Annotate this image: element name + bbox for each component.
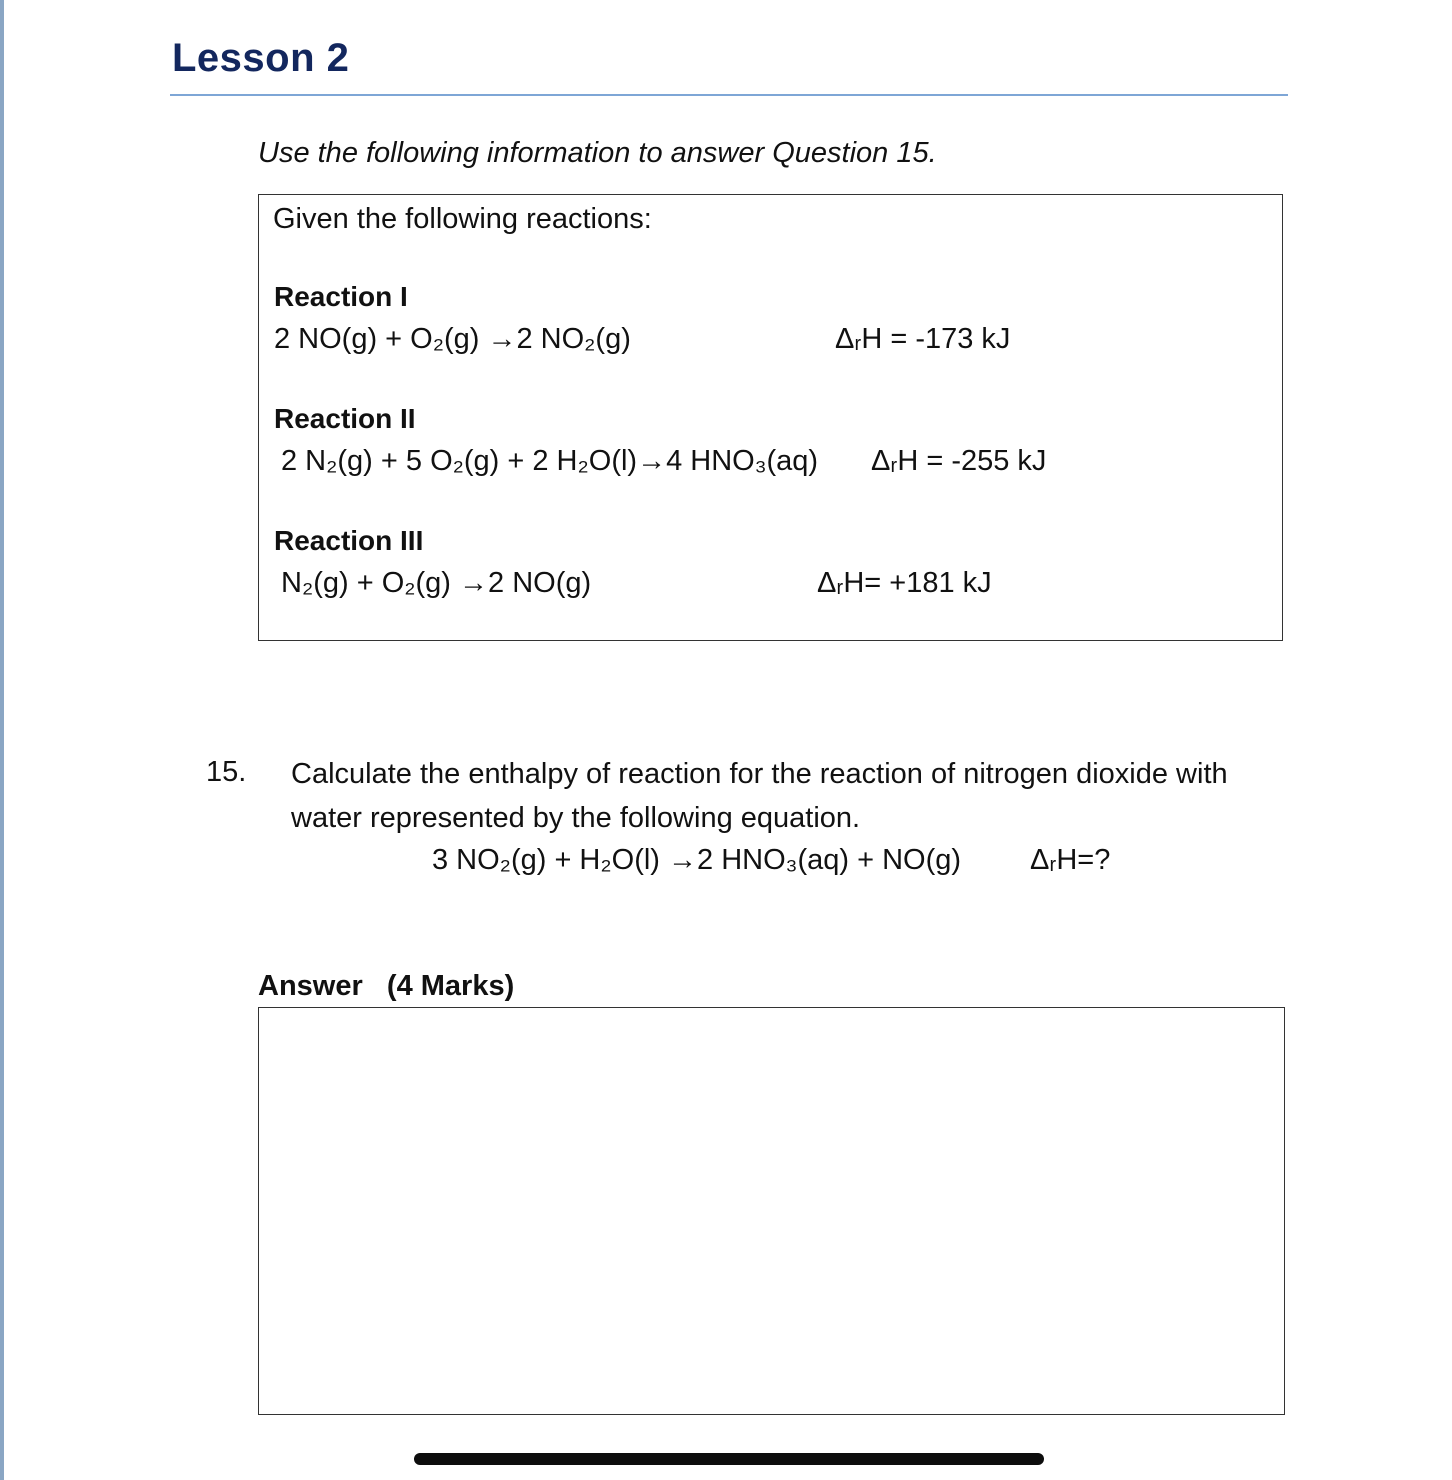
reaction-1-label: Reaction I [274, 281, 408, 312]
reactions-info-box [258, 194, 1283, 641]
intro-instruction: Use the following information to answer Question 15. [258, 137, 937, 169]
reactions-heading: Given the following reactions: [273, 203, 652, 235]
question-number: 15. [206, 756, 247, 788]
home-indicator-bar[interactable] [414, 1453, 1044, 1465]
reaction-2-label: Reaction II [274, 403, 416, 434]
question-text: Calculate the enthalpy of reaction for the reaction of nitrogen dioxide with water represented by the following equation. [291, 758, 1228, 834]
page-left-edge [0, 0, 4, 1480]
reaction-1-enthalpy: ΔᵣH = -173 kJ [835, 323, 1011, 355]
target-equation: 3 NO₂(g) + H₂O(l) →2 HNO₃(aq) + NO(g) [432, 844, 962, 876]
reaction-3-enthalpy: ΔᵣH= +181 kJ [817, 567, 992, 599]
answer-label: Answer (4 Marks) [258, 970, 515, 1002]
reaction-2-enthalpy: ΔᵣH = -255 kJ [871, 445, 1047, 477]
lesson-title: Lesson 2 [172, 36, 350, 80]
reaction-3-label: Reaction III [274, 525, 424, 556]
reaction-1-equation: 2 NO(g) + O₂(g) →2 NO₂(g) [274, 323, 631, 355]
target-enthalpy: ΔᵣH=? [1030, 844, 1111, 876]
answer-box[interactable] [258, 1007, 1285, 1415]
reaction-2-equation: 2 N₂(g) + 5 O₂(g) + 2 H₂O(l)→4 HNO₃(aq) [281, 445, 819, 477]
reaction-3-equation: N₂(g) + O₂(g) →2 NO(g) [281, 567, 592, 599]
title-divider [170, 94, 1288, 96]
